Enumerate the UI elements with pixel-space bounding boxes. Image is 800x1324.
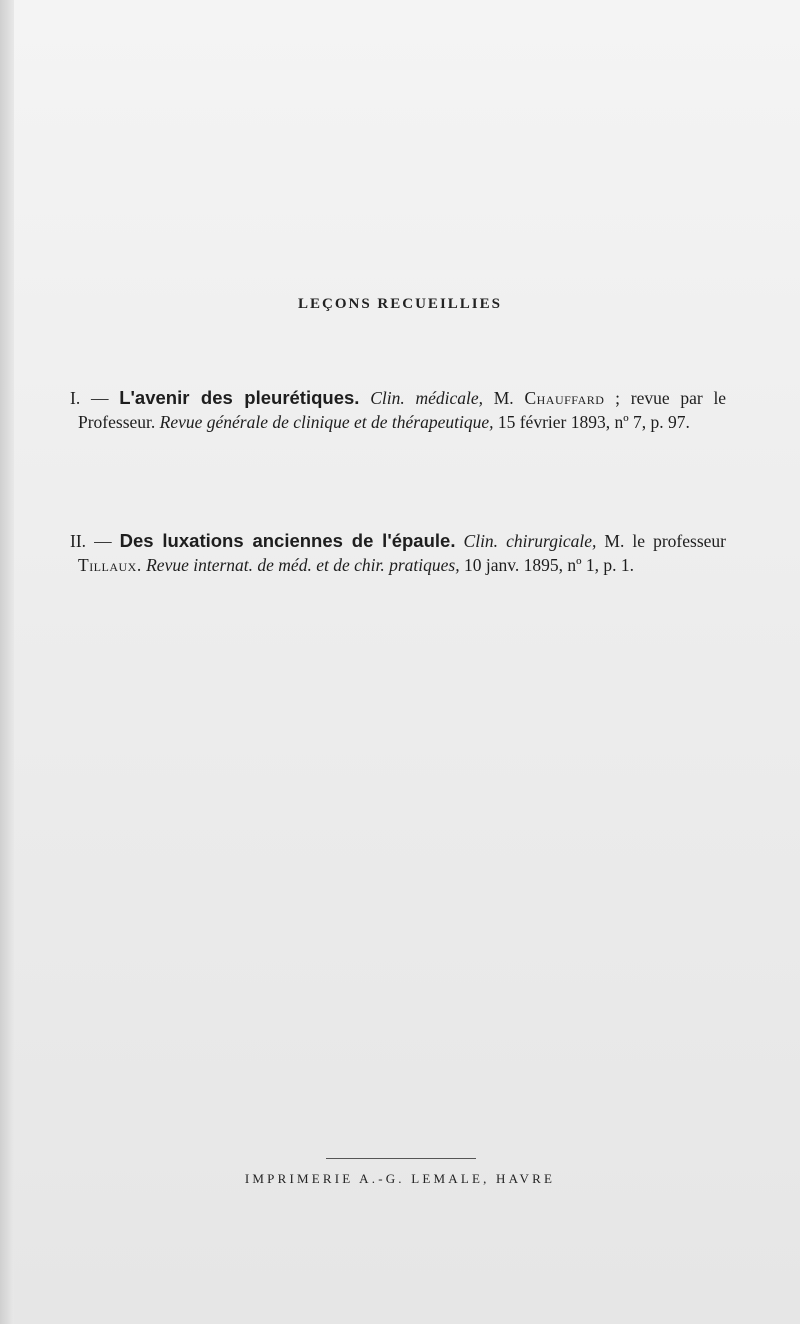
entry-1-by-prefix: M. xyxy=(493,388,514,408)
entry-2-clinic: Clin. chirurgicale, xyxy=(463,531,597,551)
entry-2-author: Tillaux. xyxy=(78,555,142,575)
entry-1 xyxy=(70,386,726,434)
entry-1-title: L'avenir des pleurétiques. xyxy=(119,387,360,408)
printer-imprint: IMPRIMERIE A.-G. LEMALE, HAVRE xyxy=(244,1171,556,1186)
entry-1-after-author: ; revue par le Professeur. xyxy=(78,388,727,432)
entry-1-author: Chauffard xyxy=(524,388,605,408)
entry-1-journal: Revue générale de clinique et de thérapeutique, xyxy=(159,412,494,432)
entry-2-journal: Revue internat. de méd. et de chir. pratiques, xyxy=(146,555,460,575)
entry-1-citation: 15 février 1893, nº 7, p. 97. xyxy=(497,412,690,432)
entry-2-title: Des luxations anciennes de l'épaule. xyxy=(119,530,456,551)
imprint-divider xyxy=(326,1158,476,1159)
page-gutter-shadow xyxy=(0,0,14,1324)
entry-1-clinic: Clin. médicale, xyxy=(370,388,483,408)
entry-2-by-prefix: M. le professeur xyxy=(604,531,726,551)
entry-1-text xyxy=(70,386,726,434)
entry-1-number: I. — xyxy=(70,388,109,408)
entry-2 xyxy=(70,529,726,577)
entry-2-text xyxy=(70,529,726,577)
entry-2-number: II. — xyxy=(70,531,112,551)
entry-2-citation: 10 janv. 1895, nº 1, p. 1. xyxy=(463,555,634,575)
section-title: LEÇONS RECUEILLIES xyxy=(298,296,502,312)
